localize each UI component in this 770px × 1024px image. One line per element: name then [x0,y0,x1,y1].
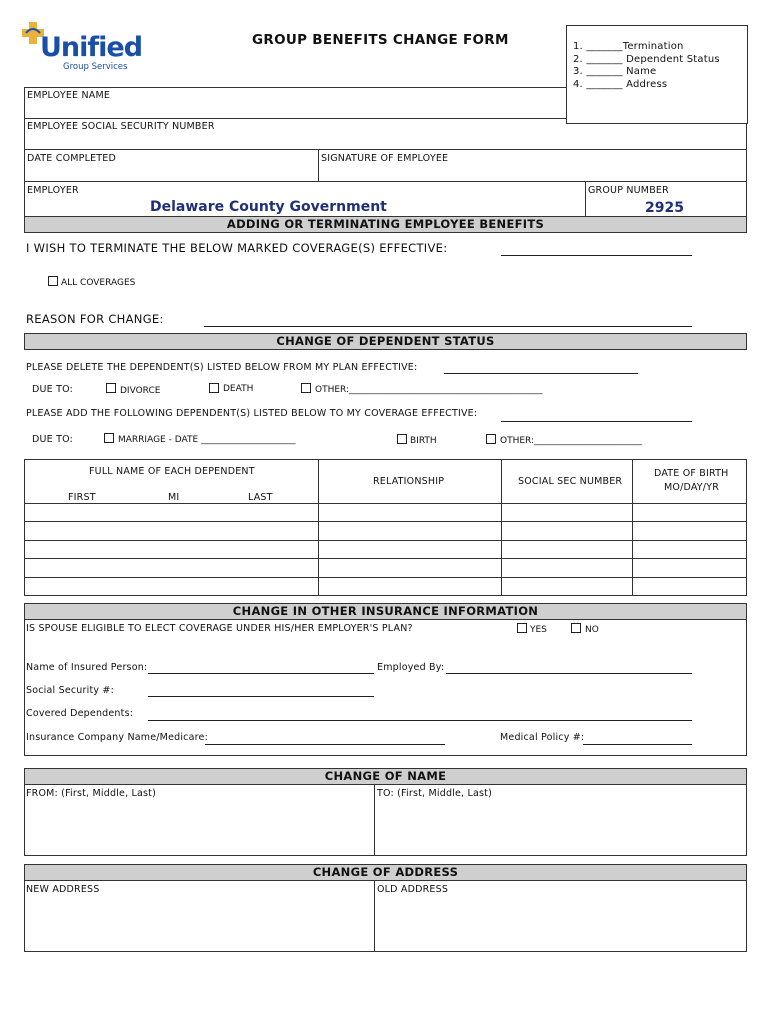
social-security-label: Social Security #: [26,685,114,696]
all-coverages-checkbox[interactable] [48,276,58,286]
dependent-status-header: CHANGE OF DEPENDENT STATUS [24,333,747,350]
yes-checkbox[interactable] [517,623,527,633]
delete-dependent-text: PLEASE DELETE THE DEPENDENT(S) LISTED BELOW FROM MY PLAN EFFECTIVE: [26,362,418,373]
group-number-label: GROUP NUMBER [588,185,669,196]
covered-dependents-line[interactable] [148,720,692,721]
reason-line[interactable] [204,326,692,327]
employee-name-label: EMPLOYEE NAME [27,90,111,101]
insurance-header: CHANGE IN OTHER INSURANCE INFORMATION [24,603,747,620]
form-title: GROUP BENEFITS CHANGE FORM [252,32,509,48]
employer-label: EMPLOYER [27,185,79,196]
change-type-3: 3. _______ Name [573,66,657,77]
add-effective-line[interactable] [501,421,692,422]
col-relationship: RELATIONSHIP [373,476,445,487]
date-completed-field[interactable] [25,165,317,180]
divorce-checkbox[interactable] [106,383,116,393]
death-checkbox[interactable] [209,383,219,393]
signature-label: SIGNATURE OF EMPLOYEE [321,153,449,164]
change-type-2: 2. _______ Dependent Status [573,54,720,65]
col-ssn: SOCIAL SEC NUMBER [518,476,623,487]
change-type-4: 4. _______ Address [573,79,668,90]
signature-field[interactable] [319,165,745,180]
other-checkbox-2[interactable] [486,434,496,444]
terminate-effective-line[interactable] [501,255,692,256]
col-dob-1: DATE OF BIRTH [654,468,729,479]
marriage-checkbox[interactable] [104,433,114,443]
other-label-2: OTHER:________________________ [500,436,643,446]
medical-policy-label: Medical Policy #: [500,732,585,743]
company-logo [22,22,144,72]
logo-name: Unified [40,32,143,63]
col-mi: MI [168,492,180,503]
ssn-label: EMPLOYEE SOCIAL SECURITY NUMBER [27,121,215,132]
yes-label: YES [530,625,547,635]
new-address-label: NEW ADDRESS [26,884,100,895]
old-address-field[interactable] [375,896,746,951]
logo-subtitle: Group Services [63,62,128,72]
name-change-header: CHANGE OF NAME [24,768,747,785]
add-dependent-text: PLEASE ADD THE FOLLOWING DEPENDENT(S) LISTED BELOW TO MY COVERAGE EFFECTIVE: [26,408,478,419]
name-from-label: FROM: (First, Middle, Last) [26,788,157,799]
employed-by-line[interactable] [446,673,692,674]
birth-checkbox[interactable] [397,434,407,444]
marriage-label: MARRIAGE - DATE _____________________ [118,435,296,445]
adding-terminating-header: ADDING OR TERMINATING EMPLOYEE BENEFITS [24,216,747,233]
group-number-value: 2925 [645,200,684,216]
employed-by-label: Employed By: [377,662,445,673]
col-last: LAST [248,492,273,503]
divorce-label: DIVORCE [120,386,161,396]
company-name-line[interactable] [205,744,445,745]
insured-person-label: Name of Insured Person: [26,662,148,673]
employee-name-field[interactable] [25,102,565,117]
due-to-label-2: DUE TO: [32,434,74,445]
name-from-field[interactable] [25,800,373,855]
reason-label: REASON FOR CHANGE: [26,312,164,326]
date-completed-label: DATE COMPLETED [27,153,116,164]
delete-effective-line[interactable] [444,373,638,374]
col-first: FIRST [68,492,96,503]
company-name-label: Insurance Company Name/Medicare: [26,732,208,743]
death-label: DEATH [223,384,254,394]
birth-label: BIRTH [410,436,437,446]
social-security-line[interactable] [148,696,374,697]
other-checkbox-1[interactable] [301,383,311,393]
change-type-1: 1. _______Termination [573,41,684,52]
no-checkbox[interactable] [571,623,581,633]
ssn-field[interactable] [25,133,745,148]
other-label-1: OTHER:___________________________________________ [315,385,543,395]
old-address-label: OLD ADDRESS [377,884,449,895]
employer-value: Delaware County Government [150,199,387,215]
all-coverages-label: ALL COVERAGES [61,278,136,288]
address-change-header: CHANGE OF ADDRESS [24,864,747,881]
name-to-field[interactable] [375,800,746,855]
terminate-text: I WISH TO TERMINATE THE BELOW MARKED COVERAGE(S) EFFECTIVE: [26,241,448,255]
col-full-name: FULL NAME OF EACH DEPENDENT [89,466,255,477]
spouse-question: IS SPOUSE ELIGIBLE TO ELECT COVERAGE UNDER HIS/HER EMPLOYER'S PLAN? [26,623,413,634]
no-label: NO [585,625,599,635]
col-dob-2: MO/DAY/YR [664,482,719,493]
due-to-label-1: DUE TO: [32,384,74,395]
new-address-field[interactable] [25,896,373,951]
name-to-label: TO: (First, Middle, Last) [377,788,492,799]
insured-person-line[interactable] [148,673,374,674]
covered-dependents-label: Covered Dependents: [26,708,134,719]
medical-policy-line[interactable] [583,744,692,745]
